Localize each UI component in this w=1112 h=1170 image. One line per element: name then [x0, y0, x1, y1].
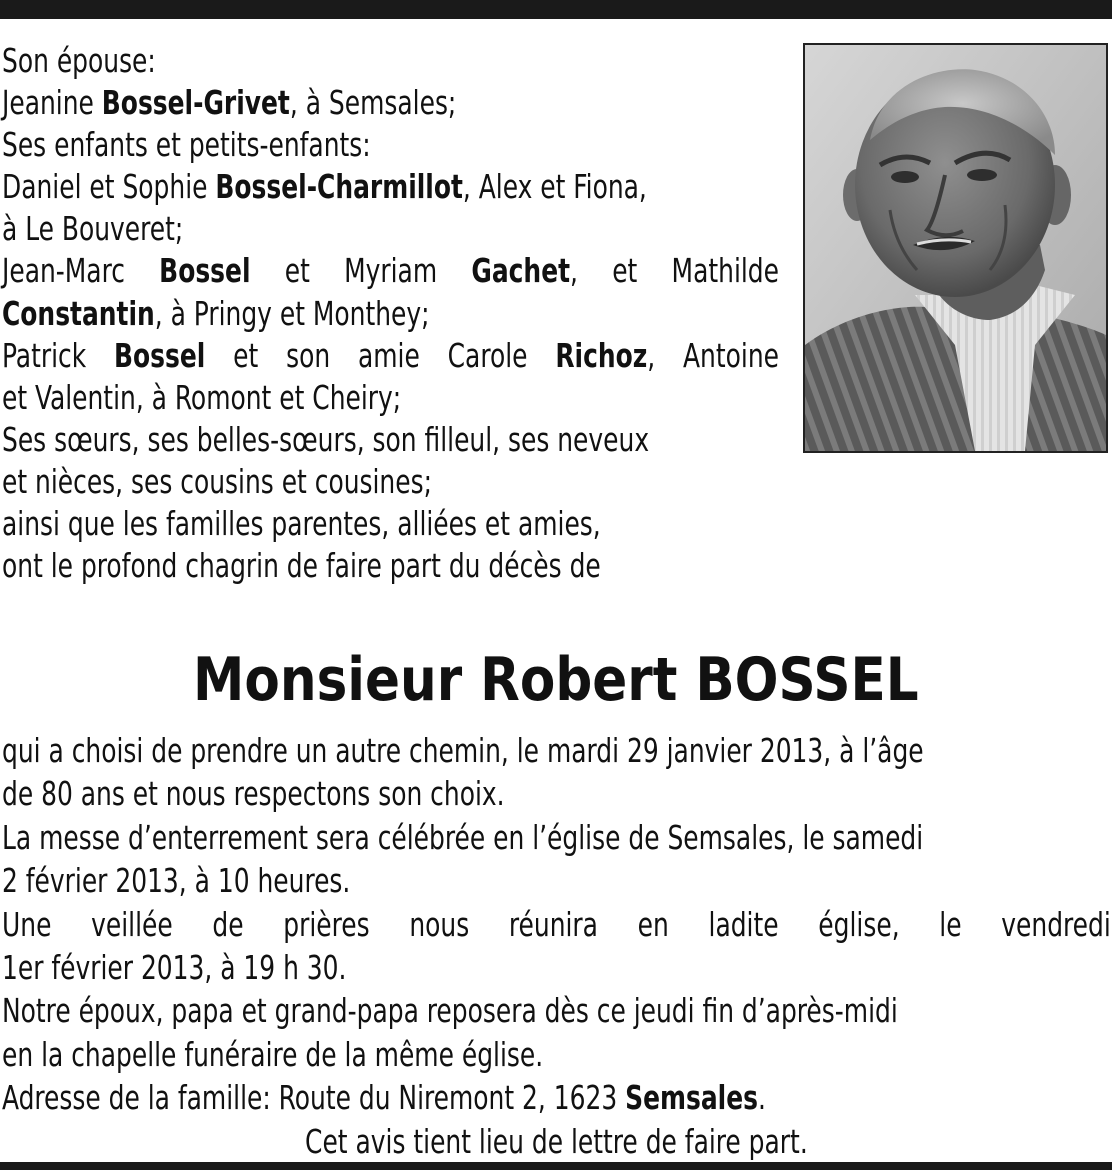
- text-span: Une veillée de prières nous réunira en ladite église, le vendredi: [2, 904, 1111, 944]
- funeral-details: [2, 729, 1111, 1163]
- text-span: et Valentin, à Romont et Cheiry;: [2, 377, 402, 417]
- text-span: Adresse de la famille: Route du Niremont 2, 1623: [2, 1078, 626, 1118]
- text-line: [2, 989, 1111, 1032]
- family-name: Constantin: [2, 293, 155, 333]
- text-span: Cet avis tient lieu de lettre de faire part.: [305, 1121, 808, 1161]
- family-list: [2, 40, 779, 587]
- text-line: [2, 124, 779, 166]
- text-span: 1er février 2013, à 19 h 30.: [2, 948, 347, 988]
- text-line: [2, 335, 779, 377]
- text-span: Notre époux, papa et grand-papa reposera dès ce jeudi fin d’après-midi: [2, 991, 898, 1031]
- text-span: Jean-Marc: [2, 251, 160, 291]
- text-span: , à Semsales;: [289, 83, 457, 123]
- text-line: [2, 859, 1111, 902]
- family-name: Bossel: [114, 335, 206, 375]
- text-span: et Myriam: [284, 251, 472, 291]
- text-span: , et Mathilde: [570, 251, 779, 291]
- text-span: qui a choisi de prendre un autre chemin, le mardi 29 janvier 2013, à l’âge: [2, 731, 924, 770]
- text-line: [2, 166, 779, 208]
- text-span: , Antoine: [647, 335, 779, 375]
- text-span: Son épouse:: [2, 41, 156, 80]
- text-span: de 80 ans et nous respectons son choix.: [2, 774, 505, 814]
- text-span: La messe d’enterrement sera célébrée en l’église de Semsales, le samedi: [2, 817, 924, 857]
- address-line: [2, 1076, 1111, 1119]
- text-line: [2, 461, 779, 503]
- text-span: Ses sœurs, ses belles-sœurs, son filleul, ses neveux: [2, 419, 650, 459]
- text-line: [2, 903, 1111, 946]
- text-line: [2, 772, 1111, 815]
- text-line: [2, 946, 1111, 989]
- family-name: Richoz: [555, 335, 648, 375]
- text-line: [2, 82, 779, 124]
- text-span: Ses enfants et petits-enfants:: [2, 125, 371, 165]
- bottom-rule: [0, 1162, 1112, 1170]
- text-span: ont le profond chagrin de faire part du décès de: [2, 546, 601, 586]
- text-span: à Le Bouveret;: [2, 209, 184, 249]
- text-span: et son amie Carole: [233, 335, 556, 375]
- text-line: [2, 40, 779, 82]
- text-span: ainsi que les familles parentes, alliées et amies,: [2, 504, 601, 544]
- top-rule: [0, 0, 1112, 19]
- text-line: [2, 293, 779, 335]
- text-span: en la chapelle funéraire de la même église.: [2, 1034, 544, 1074]
- text-line: [2, 816, 1111, 859]
- heading-text: Monsieur Robert BOSSEL: [193, 645, 919, 715]
- closing-line: [2, 1120, 1111, 1163]
- text-span: Daniel et Sophie: [2, 167, 216, 207]
- text-span: .: [757, 1078, 766, 1118]
- text-line: [2, 377, 779, 419]
- family-name: Bossel-Grivet: [101, 83, 290, 123]
- portrait-photo: [803, 43, 1108, 453]
- text-line: [2, 545, 779, 587]
- text-line: [2, 1033, 1111, 1076]
- text-line: [2, 729, 1111, 772]
- family-name: Bossel: [159, 251, 251, 291]
- text-span: 2 février 2013, à 10 heures.: [2, 861, 351, 901]
- text-span: Jeanine: [2, 83, 102, 123]
- text-line: [2, 250, 779, 292]
- text-line: [2, 419, 779, 461]
- text-span: Patrick: [2, 335, 115, 375]
- text-line: [2, 208, 779, 250]
- text-span: et nièces, ses cousins et cousines;: [2, 461, 432, 501]
- town-name: Semsales: [625, 1078, 758, 1118]
- family-name: Bossel-Charmillot: [215, 167, 463, 207]
- family-name: Gachet: [471, 251, 571, 291]
- deceased-name-heading: [0, 640, 1112, 720]
- text-span: , à Pringy et Monthey;: [154, 293, 430, 333]
- text-line: [2, 503, 779, 545]
- text-span: , Alex et Fiona,: [462, 167, 647, 207]
